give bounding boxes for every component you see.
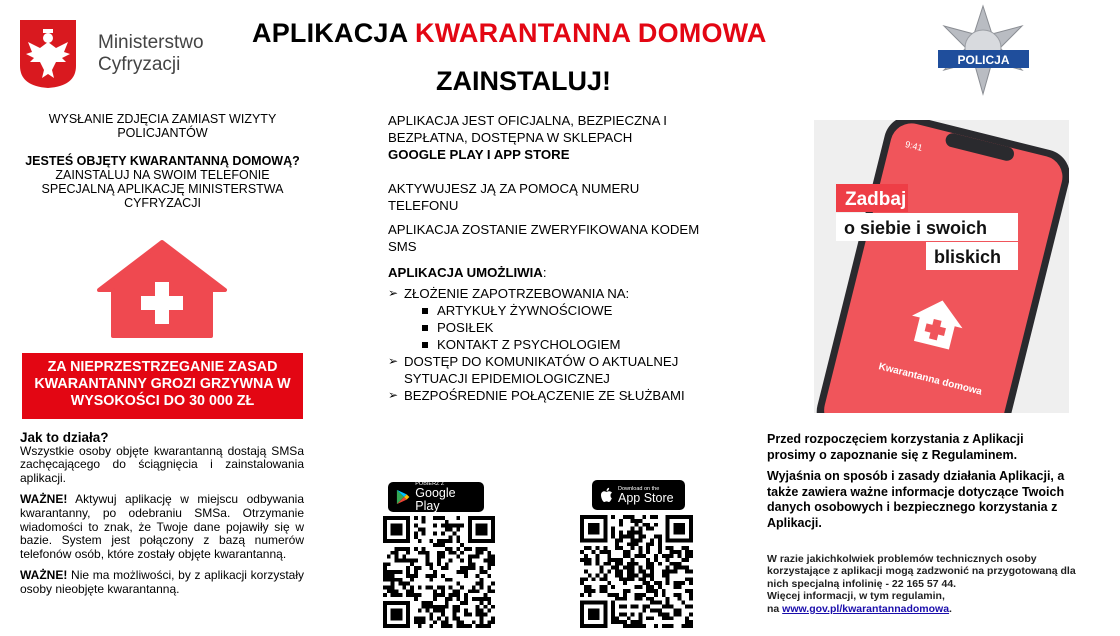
app-store-qr-code[interactable] [580, 515, 693, 628]
important-label: WAŻNE! [20, 568, 68, 583]
app-phone-image [814, 120, 1069, 413]
polish-eagle-emblem-icon [18, 18, 78, 90]
phone-slogan-line-3: bliskich [934, 247, 1002, 267]
list-item: ➢ BEZPOŚREDNIE POŁĄCZENIE ZE SŁUŻBAMI [388, 388, 685, 403]
google-play-small-label: POBIERZ Z [415, 481, 445, 487]
app-store-button[interactable] [592, 480, 685, 510]
square-bullet-icon [422, 308, 428, 314]
police-badge-logo [936, 4, 1031, 96]
app-store-small-label: Download on the [618, 485, 660, 492]
title-app-name: KWARANTANNA DOMOWA [415, 18, 767, 48]
install-heading: ZAINSTALUJ! [436, 66, 611, 96]
apple-icon [600, 487, 613, 503]
helpline-info [767, 553, 1097, 615]
verify-text: APLIKACJA ZOSTANIE ZWERYFIKOWANA KODEM SMS [388, 222, 700, 254]
enables-heading: APLIKACJA UMOŻLIWIA: [388, 265, 547, 280]
phone-app-name: Kwarantanna domowa [877, 361, 984, 398]
google-play-button[interactable] [388, 482, 484, 512]
arrow-bullet-icon: ➢ [388, 388, 399, 402]
list-item: ARTYKUŁY ŻYWNOŚCIOWE [404, 302, 713, 319]
regulation-info [767, 432, 1067, 537]
regulation-link[interactable]: www.gov.pl/kwarantannadomowa [782, 602, 950, 615]
quarantine-question: JESTEŚ OBJĘTY KWARANTANNĄ DOMOWĄ? [25, 154, 300, 168]
google-play-icon [396, 488, 410, 506]
important-label: WAŻNE! [20, 492, 68, 507]
police-label: POLICJA [957, 53, 1010, 67]
square-bullet-icon [422, 325, 428, 331]
official-text: APLIKACJA JEST OFICJALNA, BEZPIECZNA I BEZPŁATNA, DOSTĘPNA W SKLEPACH [388, 113, 667, 145]
phone-time: 9:41 [904, 139, 924, 153]
important-note-1 [20, 493, 304, 561]
list-item: ➢ DOSTĘP DO KOMUNIKATÓW O AKTUALNEJ SYTUACJI EPIDEMIOLOGICZNEJ [388, 354, 679, 386]
feature-list [388, 285, 713, 404]
stores-text: GOOGLE PLAY I APP STORE [388, 147, 570, 162]
list-item: ➢ ZŁOŻENIE ZAPOTRZEBOWANIA NA: ARTYKUŁY ŻYWNOŚCIOWE POSIŁEK KONTAKT Z PSYCHOLOGIEM [388, 285, 713, 353]
title-app: APLIKACJA [252, 18, 416, 48]
qr-code-icon [580, 515, 693, 628]
phone-slogan-line-1: Zadbaj [845, 189, 907, 210]
left-column [20, 112, 305, 210]
google-play-label: Google Play [415, 486, 456, 513]
link-line: na www.gov.pl/kwarantannadomowa. [767, 602, 952, 615]
phone-slogan-line-2: o siebie i swoich [844, 218, 988, 238]
more-info-text: Więcej informacji, w tym regulamin, [767, 590, 945, 603]
explains-text: Wyjaśnia on sposób i zasady działania Aplikacji, a także zawiera ważne informacje dotyczące Twoich danych osobowych i bezpiecznego korzystania z Aplikacji. [767, 469, 1065, 530]
fine-warning-box: ZA NIEPRZESTRZEGANIE ZASAD KWARANTANNY GROZI GRZYWNA W WYSOKOŚCI DO 30 000 ZŁ [22, 353, 303, 419]
arrow-bullet-icon: ➢ [388, 286, 399, 300]
ministry-line-1: Ministerstwo [98, 32, 204, 53]
page-title [252, 18, 767, 49]
how-it-works [20, 431, 304, 597]
quarantine-info [20, 154, 305, 210]
sub-feature-list [404, 302, 713, 353]
regulation-text: Przed rozpoczęciem korzystania z Aplikacji prosimy o zapoznanie się z Regulaminem. [767, 432, 1024, 462]
arrow-bullet-icon: ➢ [388, 354, 399, 368]
ministry-name [98, 32, 204, 76]
install-instruction: ZAINSTALUJ NA SWOIM TELEFONIE SPECJALNĄ APLIKACJĘ MINISTERSTWA CYFRYZACJI [41, 168, 284, 210]
helpline-text: W razie jakichkolwiek problemów technicznych osoby korzystające z aplikacji mogą zadzwonić na przygotowaną dla nich specjalną infolinię - 22 165 57 44. [767, 553, 1076, 590]
activate-text: AKTYWUJESZ JĄ ZA POMOCĄ NUMERU TELEFONU [388, 181, 640, 213]
square-bullet-icon [422, 342, 428, 348]
list-item: POSIŁEK [404, 319, 713, 336]
list-item: KONTAKT Z PSYCHOLOGIEM [404, 336, 713, 353]
how-it-works-text: Wszystkie osoby objęte kwarantanną dostają SMSa zachęcającego do ściągnięcia i zainstalowania aplikacji. [20, 443, 304, 485]
important-text: Aktywuj aplikację w miejscu odbywania kwarantanny, po odebraniu SMSa. Otrzymanie wiadomości to znak, że Twoje dane pojawiły się w bazie. System jest połączony z bazą numerów telefonów osób, które zostały objęte kwarantanną. [20, 492, 304, 561]
important-text: Nie ma możliwości, by z aplikacji korzystały osoby nieobjęte kwarantanną. [20, 568, 304, 596]
home-medical-icon [95, 238, 229, 338]
app-store-label: App Store [618, 490, 674, 505]
photo-instead-of-visit-text: WYSŁANIE ZDJĘCIA ZAMIAST WIZYTY POLICJANTÓW [48, 112, 277, 140]
police-star-icon [936, 4, 1031, 96]
google-play-qr-code[interactable] [383, 516, 495, 628]
ministry-line-2: Cyfryzacji [98, 54, 181, 75]
qr-code-icon [383, 516, 495, 628]
how-it-works-heading: Jak to działa? [20, 430, 109, 445]
smartphone-illustration [814, 120, 1069, 413]
important-note-2 [20, 569, 304, 596]
middle-column [388, 112, 713, 404]
